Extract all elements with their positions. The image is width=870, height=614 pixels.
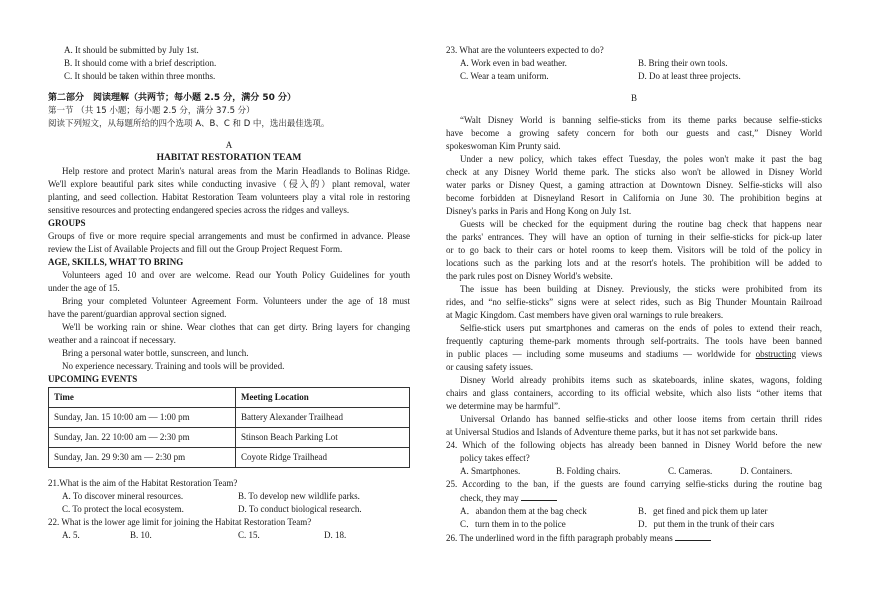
section-title: 第二部分 阅读理解（共两节；每小题 2.5 分，满分 50 分） [48, 93, 297, 103]
passage-a-intro: Help restore and protect Marin's natural areas from the Marin Headlands to Bolinas Ridge. We'll explore beautiful park sites while conducting invasive（侵入的）plant removal, water planting, and seed collection. Habitat Restoration Team volunteers play a vital role in restoring sensitive resources and protecting endangered species across the ridges and valleys. [48, 166, 410, 215]
q24-option-c[interactable]: C. Cameras. [668, 466, 713, 476]
groups-text: Groups of five or more require special arrangements and must be confirmed in advance. Please review the List of Available Projects and fill out the Group Project Request Form. [48, 231, 410, 254]
underlined-word: obstructing [755, 349, 797, 359]
passage-b-letter: B [630, 93, 637, 103]
q24-stem-line2: policy takes effect? [460, 453, 530, 463]
age-paragraph-1: Volunteers aged 10 and over are welcome. Read our Youth Policy Guidelines for youth under the age of 15. [48, 270, 410, 293]
passage-b-paragraph-2: Under a new policy, which takes effect Tuesday, the poles won't make it past the bag check at any Disney World theme park. The sticks also won't be allowed in Disney World water parks or Disney Quest, a gaming attraction at Downtown Disney. Selfie-sticks will also become forbidden at Disneyland Resort in California on June 30. The prohibition begins at Disney's parks in Paris and Hong Kong on July 1st. [446, 154, 822, 216]
left-column [48, 44, 410, 542]
question-26 [446, 531, 822, 545]
events-heading: UPCOMING EVENTS [48, 374, 138, 384]
question-23 [446, 44, 822, 83]
passage-b-paragraph-5: Selfie-stick users put smartphones and cameras on the ends of poles to extend their reach, frequently capturing theme-park moments through self-portraits. The tools have been banned in public places — including some museums and stadiums — worldwide for obstructing views or causing safety issues. [446, 323, 822, 372]
table-cell-time: Sunday, Jan. 29 9:30 am — 2:30 pm [49, 448, 236, 468]
question-24 [446, 439, 822, 478]
q23-stem: 23. What are the volunteers expected to do? [446, 45, 604, 55]
passage-b-paragraph-6: Disney World already prohibits items such as skateboards, inline skates, wagons, folding chairs and glass containers, according to its official website, which also lists “other items that we determine may be harmful”. [446, 375, 822, 411]
table-cell-time: Sunday, Jan. 22 10:00 am — 2:30 pm [49, 428, 236, 448]
age-paragraph-2: Bring your completed Volunteer Agreement Form. Volunteers under the age of 18 must have the parent/guardian approval section signed. [48, 296, 410, 319]
table-cell-time: Sunday, Jan. 15 10:00 am — 1:00 pm [49, 408, 236, 428]
section-subtitle: 第一节 （共 15 小题；每小题 2.5 分，满分 37.5 分） [48, 106, 255, 116]
age-paragraph-5: No experience necessary. Training and tools will be provided. [62, 361, 285, 371]
q22-stem: 22. What is the lower age limit for joining the Habitat Restoration Team? [48, 517, 312, 527]
table-header-time: Time [49, 388, 236, 408]
prev-question-options [48, 44, 410, 83]
q25-stem-line1: 25. According to the ban, if the guests are found carrying selfie-sticks during the routine bag [446, 479, 822, 489]
q24-stem-line1: 24. Which of the following objects has already been banned in Disney World before the new [446, 440, 822, 450]
prev-option-a: A. It should be submitted by July 1st. [64, 45, 199, 55]
passage-b-paragraph-1: “Walt Disney World is banning selfie-sticks from its theme parks because selfie-sticks have become a growing safety concern for both our guests and cast,” Disney World spokeswoman Kim Prunty said. [446, 115, 822, 151]
q24-option-d[interactable]: D. Containers. [740, 466, 793, 476]
table-row [49, 428, 410, 448]
passage-b-paragraph-4: The issue has been building at Disney. Previously, the sticks were prohibited from its rides, and “no selfie-sticks” signs were at select rides, such as Big Thunder Mountain Railroad at Magic Kingdom. Cast members have given oral warnings to rule breakers. [446, 284, 822, 320]
table-header-location: Meeting Location [236, 388, 410, 408]
q26-answer-blank[interactable] [675, 531, 711, 541]
q25-option-d[interactable]: D．put them in the trunk of their cars [638, 519, 775, 529]
q23-option-c[interactable]: C. Wear a team uniform. [460, 71, 549, 81]
q24-option-a[interactable]: A. Smartphones. [460, 466, 521, 476]
question-22 [48, 516, 410, 542]
age-paragraph-4: Bring a personal water bottle, sunscreen, and lunch. [62, 348, 249, 358]
q26-stem: 26. The underlined word in the fifth paragraph probably means [446, 533, 673, 543]
q25-answer-blank[interactable] [521, 491, 557, 501]
q21-option-c[interactable]: C. To protect the local ecosystem. [62, 504, 184, 514]
question-25 [446, 478, 822, 531]
groups-heading: GROUPS [48, 218, 86, 228]
q23-option-a[interactable]: A. Work even in bad weather. [460, 58, 567, 68]
table-cell-location: Coyote Ridge Trailhead [236, 448, 410, 468]
q25-stem-line2: check, they may [460, 493, 519, 503]
passage-a-title: HABITAT RESTORATION TEAM [156, 153, 302, 163]
q22-option-b[interactable]: B. 10. [130, 530, 152, 540]
table-cell-location: Battery Alexander Trailhead [236, 408, 410, 428]
prev-option-c: C. It should be taken within three months. [64, 71, 216, 81]
table-cell-location: Stinson Beach Parking Lot [236, 428, 410, 448]
q22-option-a[interactable]: A. 5. [62, 530, 80, 540]
q21-option-a[interactable]: A. To discover mineral resources. [62, 491, 184, 501]
q23-option-d[interactable]: D. Do at least three projects. [638, 71, 741, 81]
events-table [48, 387, 410, 468]
q25-option-a[interactable]: A．abandon them at the bag check [460, 506, 587, 516]
prev-option-b: B. It should come with a brief description. [64, 58, 217, 68]
q21-option-d[interactable]: D. To conduct biological research. [238, 504, 362, 514]
q22-option-c[interactable]: C. 15. [238, 530, 260, 540]
table-header-row [49, 388, 410, 408]
age-skills-heading: AGE, SKILLS, WHAT TO BRING [48, 257, 184, 267]
q25-option-b[interactable]: B．get fined and pick them up later [638, 506, 768, 516]
question-21 [48, 477, 410, 516]
age-paragraph-3: We'll be working rain or shine. Wear clothes that can get dirty. Bring layers for changing weather and a raincoat if necessary. [48, 322, 410, 345]
q22-option-d[interactable]: D. 18. [324, 530, 347, 540]
table-row [49, 408, 410, 428]
q21-stem: 21.What is the aim of the Habitat Restoration Team? [48, 478, 238, 488]
q25-option-c[interactable]: C．turn them in to the police [460, 519, 566, 529]
passage-b-paragraph-7: Universal Orlando has banned selfie-sticks and other loose items from certain thrill rides at Universal Studios and Islands of Adventure theme parks, but it has not set parkwide bans. [446, 414, 822, 437]
passage-b-paragraph-3: Guests will be checked for the equipment during the routine bag check that happens near the parks' entrances. They will have an option of turning in their selfie-sticks for pick-up later or to go back to their cars or hotel rooms to keep them. Visitors will be told of the policy in locations such as the parking lots and at the resort's hotels. The prohibition will be added to the park rules post on Disney World's website. [446, 219, 822, 281]
q23-option-b[interactable]: B. Bring their own tools. [638, 58, 728, 68]
q21-option-b[interactable]: B. To develop new wildlife parks. [238, 491, 360, 501]
section-instructions: 阅读下列短文，从每题所给的四个选项 A、B、C 和 D 中，选出最佳选项。 [48, 119, 330, 129]
q24-option-b[interactable]: B. Folding chairs. [556, 466, 621, 476]
table-row [49, 448, 410, 468]
right-column [446, 44, 822, 545]
passage-a-letter: A [225, 140, 233, 150]
